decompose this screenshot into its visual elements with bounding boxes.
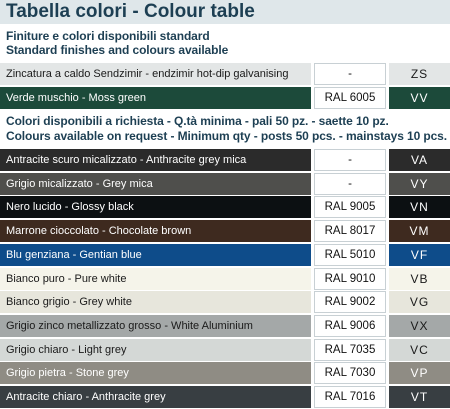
colour-name: Grigio pietra - Stone grey xyxy=(0,362,311,384)
colour-name: Grigio chiaro - Light grey xyxy=(0,339,311,361)
colour-name: Verde muschio - Moss green xyxy=(0,87,311,109)
ral-code: RAL 5010 xyxy=(314,244,386,266)
colour-name: Marrone cioccolato - Chocolate brown xyxy=(0,220,311,242)
finish-code: VX xyxy=(389,315,450,337)
finish-code: VY xyxy=(389,173,450,195)
ral-code: - xyxy=(314,173,386,195)
title-english: Colour table xyxy=(143,1,255,22)
finish-code: VP xyxy=(389,362,450,384)
colour-name: Bianco grigio - Grey white xyxy=(0,291,311,313)
colour-name: Nero lucido - Glossy black xyxy=(0,196,311,218)
request-heading-it: Colori disponibili a richiesta - Q.tà minima - pali 50 pz. - saette 10 pz. xyxy=(6,114,389,128)
finish-code: VT xyxy=(389,386,450,408)
ral-code: RAL 9010 xyxy=(314,268,386,290)
ral-code: RAL 7035 xyxy=(314,339,386,361)
colour-row xyxy=(0,291,450,313)
ral-code: RAL 9006 xyxy=(314,315,386,337)
colour-row xyxy=(0,87,450,109)
colour-row xyxy=(0,196,450,218)
request-heading-en: Colours available on request - Minimum qty - posts 50 pcs. - mainstays 10 pcs. xyxy=(6,129,447,143)
title-separator: - xyxy=(127,1,144,22)
finish-code: VN xyxy=(389,196,450,218)
standard-heading-en: Standard finishes and colours available xyxy=(6,43,229,57)
colour-name: Blu genziana - Gentian blue xyxy=(0,244,311,266)
colour-row xyxy=(0,173,450,195)
colour-name: Grigio micalizzato - Grey mica xyxy=(0,173,311,195)
finish-code: VF xyxy=(389,244,450,266)
colour-row xyxy=(0,362,450,384)
ral-code: RAL 9005 xyxy=(314,196,386,218)
colour-name: Grigio zinco metallizzato grosso - White Aluminium xyxy=(0,315,311,337)
page-title xyxy=(6,1,255,23)
colour-name: Zincatura a caldo Sendzimir - endzimir hot-dip galvanising xyxy=(0,63,311,85)
ral-code: RAL 6005 xyxy=(314,87,386,109)
colour-row xyxy=(0,315,450,337)
title-italian: Tabella colori xyxy=(6,1,128,22)
colour-row xyxy=(0,268,450,290)
ral-code: RAL 9002 xyxy=(314,291,386,313)
colour-name: Antracite chiaro - Anthracite grey xyxy=(0,386,311,408)
finish-code: VC xyxy=(389,339,450,361)
colour-row xyxy=(0,63,450,85)
colour-row xyxy=(0,220,450,242)
ral-code: RAL 7016 xyxy=(314,386,386,408)
colour-row xyxy=(0,244,450,266)
ral-code: RAL 8017 xyxy=(314,220,386,242)
finish-code: ZS xyxy=(389,63,450,85)
colour-name: Bianco puro - Pure white xyxy=(0,268,311,290)
colour-row xyxy=(0,339,450,361)
colour-row xyxy=(0,149,450,171)
colour-row xyxy=(0,386,450,408)
finish-code: VB xyxy=(389,268,450,290)
ral-code: RAL 7030 xyxy=(314,362,386,384)
standard-heading-it: Finiture e colori disponibili standard xyxy=(6,29,210,43)
ral-code: - xyxy=(314,63,386,85)
finish-code: VA xyxy=(389,149,450,171)
finish-code: VM xyxy=(389,220,450,242)
ral-code: - xyxy=(314,149,386,171)
colour-name: Antracite scuro micalizzato - Anthracite grey mica xyxy=(0,149,311,171)
finish-code: VV xyxy=(389,87,450,109)
finish-code: VG xyxy=(389,291,450,313)
